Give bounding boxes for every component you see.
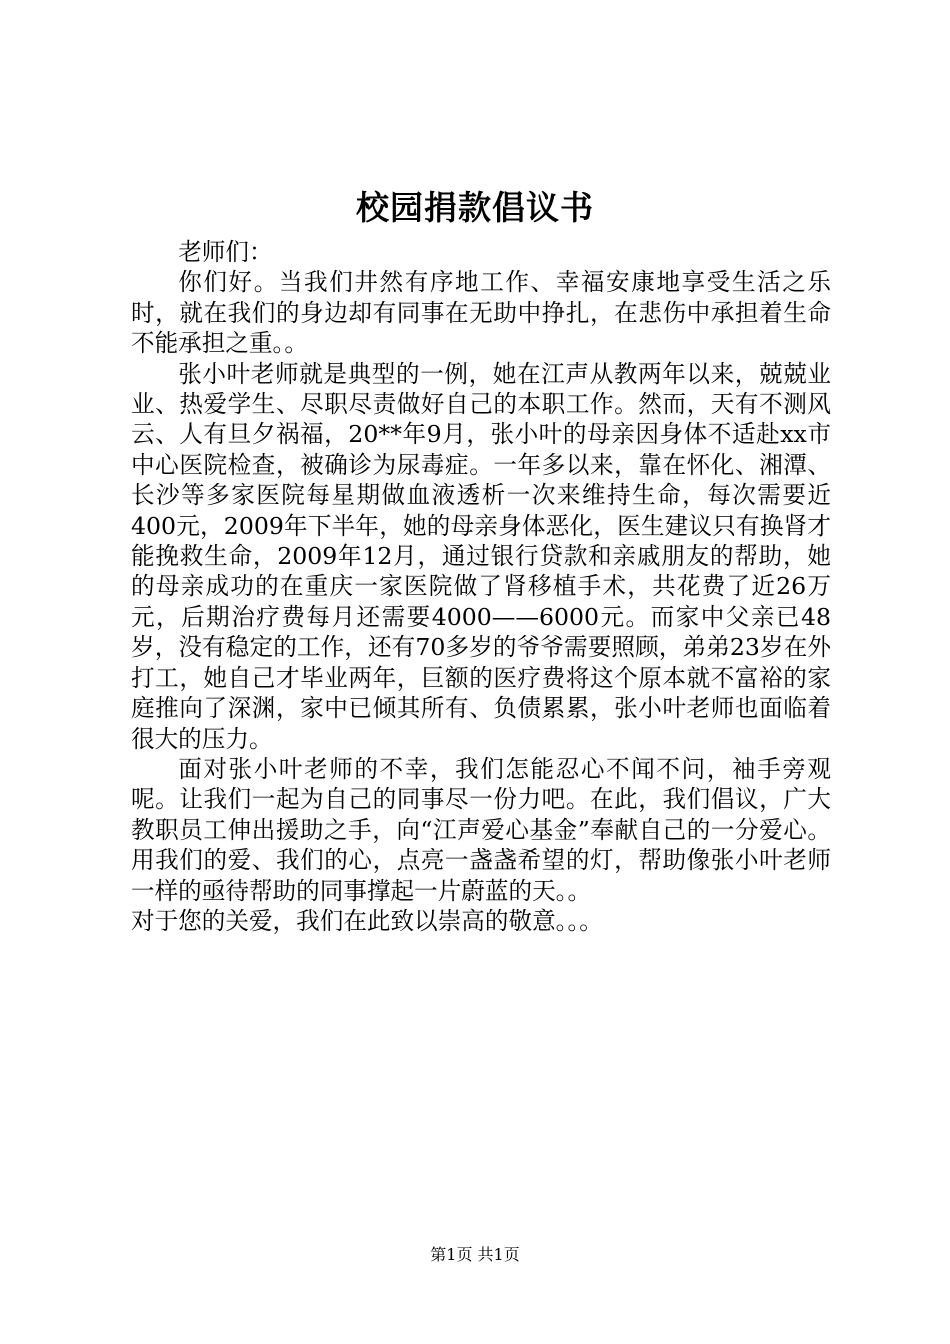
paragraph-greeting: 你们好。当我们井然有序地工作、幸福安康地享受生活之乐时，就在我们的身边却有同事在无助中挣扎，在悲伤中承担着生命不能承担之重。。 — [131, 268, 831, 358]
paragraph-appeal: 面对张小叶老师的不幸，我们怎能忍心不闻不问，袖手旁观呢。让我们一起为自己的同事尽一份力吧。在此，我们倡议，广大教职员工伸出援助之手，向“江声爱心基金”奉献自己的一分爱心。用我们的爱、我们的心，点亮一盏盏希望的灯，帮助像张小叶老师一样的亟待帮助的同事撑起一片蔚蓝的天。。 — [131, 754, 831, 905]
page-number-footer: 第1页 共1页 — [430, 1245, 520, 1264]
document-title: 校园捐款倡议书 — [356, 188, 594, 227]
closing-line: 对于您的关爱，我们在此致以崇高的敬意。。。 — [131, 906, 603, 935]
salutation: 老师们： — [178, 238, 273, 266]
paragraph-story: 张小叶老师就是典型的一例，她在江声从教两年以来，兢兢业业、热爱学生、尽职尽责做好自己的本职工作。然而，天有不测风云、人有旦夕祸福，20**年9月，张小叶的母亲因身体不适赴xx市中心医院检查，被确诊为尿毒症。一年多以来，靠在怀化、湘潭、长沙等多家医院每星期做血液透析一次来维持生命，每次需要近400元，2009年下半年，她的母亲身体恶化，医生建议只有换肾才能挽救生命，2009年12月，通过银行贷款和亲戚朋友的帮助，她的母亲成功的在重庆一家医院做了肾移植手术，共花费了近26万元，后期治疗费每月还需要4000——6000元。而家中父亲已48岁，没有稳定的工作，还有70多岁的爷爷需要照顾，弟弟23岁在外打工，她自己才毕业两年，巨额的医疗费将这个原本就不富裕的家庭推向了深渊，家中已倾其所有、负债累累，张小叶老师也面临着很大的压力。 — [131, 359, 831, 753]
document-body — [131, 237, 831, 936]
